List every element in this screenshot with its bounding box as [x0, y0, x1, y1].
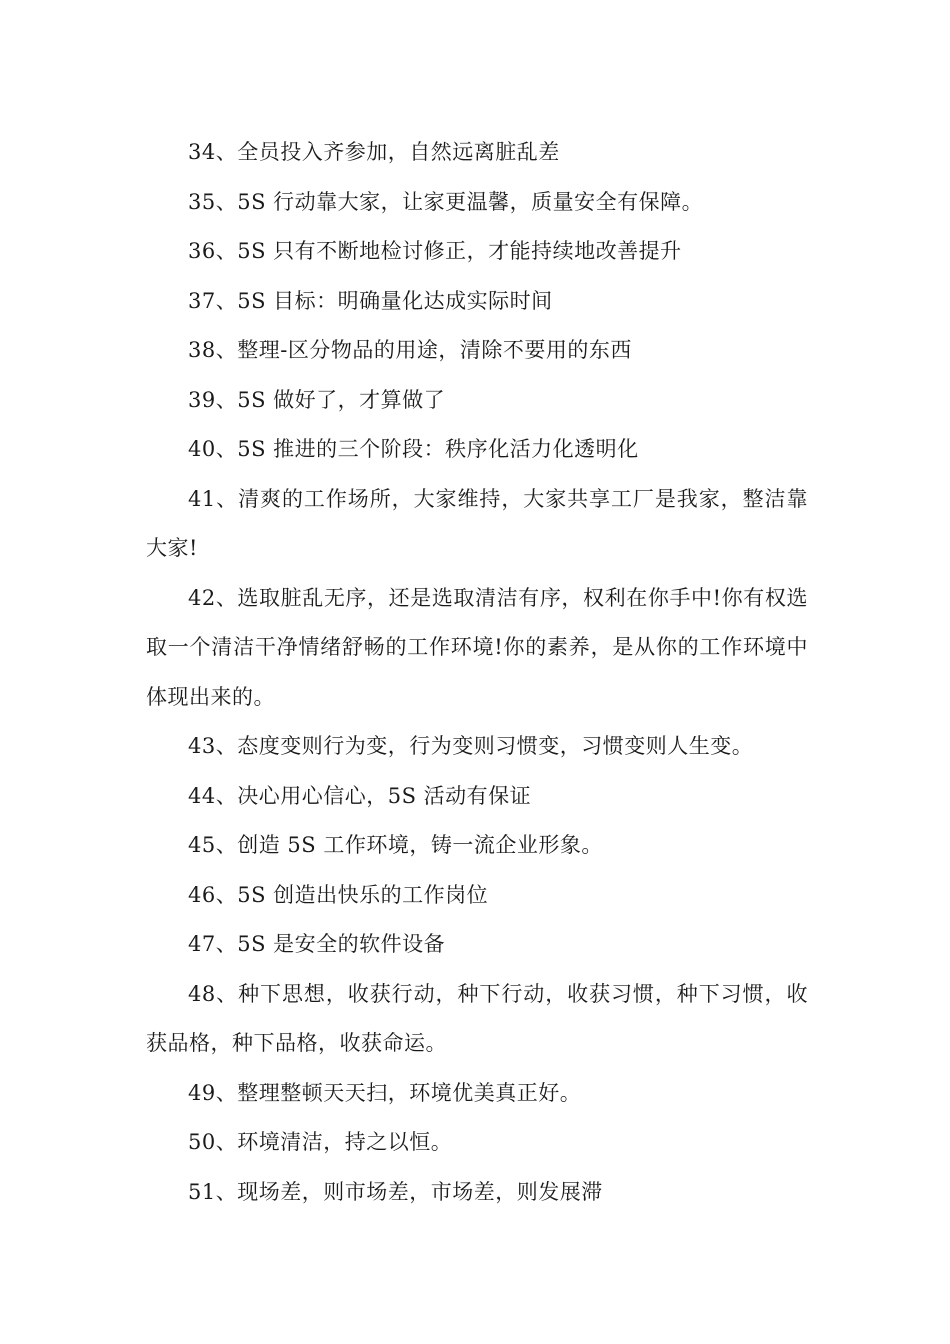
paragraph: 49、整理整顿天天扫，环境优美真正好。	[188, 1080, 582, 1105]
paragraph: 34、全员投入齐参加，自然远离脏乱差	[188, 140, 560, 164]
paragraph: 36、5S 只有不断地检讨修正，才能持续地改善提升	[188, 239, 682, 263]
paragraph: 38、整理-区分物品的用途，清除不要用的东西	[188, 338, 632, 362]
paragraph: 41、清爽的工作场所，大家维持，大家共享工厂是我家，整洁靠大家!	[146, 486, 808, 560]
paragraph: 42、选取脏乱无序，还是选取清洁有序，权利在你手中!你有权选取一个清洁干净情绪舒畅的工作环境!你的素养，是从你的工作环境中体现出来的。	[146, 585, 808, 709]
paragraph: 50、环境清洁，持之以恒。	[188, 1130, 453, 1154]
paragraph: 47、5S 是安全的软件设备	[188, 932, 446, 956]
paragraph: 44、决心用心信心，5S 活动有保证	[188, 783, 532, 808]
paragraph: 43、态度变则行为变，行为变则习惯变，习惯变则人生变。	[188, 734, 754, 758]
paragraph: 35、5S 行动靠大家，让家更温馨，质量安全有保障。	[188, 189, 704, 214]
paragraph: 37、5S 目标：明确量化达成实际时间	[188, 288, 553, 313]
paragraph: 48、种下思想，收获行动，种下行动，收获习惯，种下习惯，收获品格，种下品格，收获命运。	[146, 981, 808, 1055]
paragraph: 51、现场差，则市场差，市场差，则发展滞	[188, 1179, 603, 1204]
paragraph: 39、5S 做好了，才算做了	[188, 387, 446, 412]
paragraph: 46、5S 创造出快乐的工作岗位	[188, 882, 489, 907]
document-body	[146, 128, 808, 1217]
paragraph: 40、5S 推进的三个阶段：秩序化活力化透明化	[188, 437, 639, 461]
paragraph: 45、创造 5S 工作环境，铸一流企业形象。	[188, 833, 603, 857]
